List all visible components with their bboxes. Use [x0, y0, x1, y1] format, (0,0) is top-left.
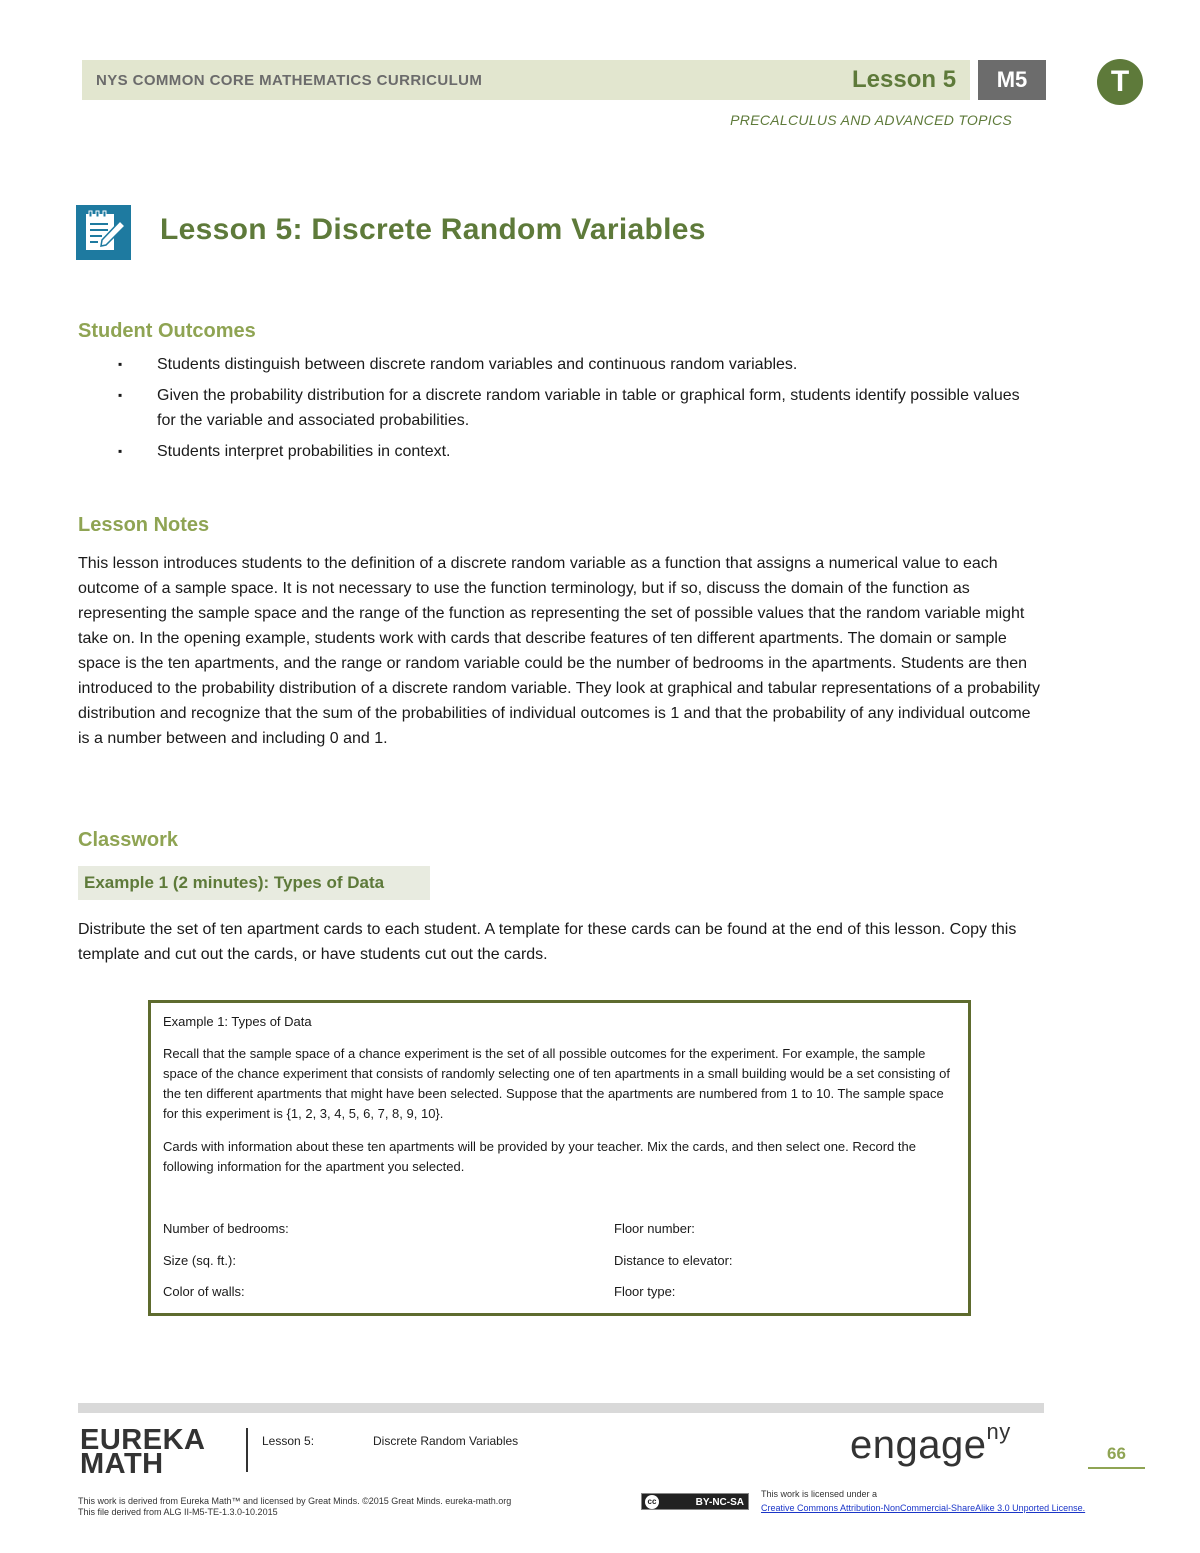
teacher-badge: T — [1097, 59, 1143, 105]
engageny-logo — [850, 1419, 1011, 1468]
instructions-paragraph: Distribute the set of ten apartment cards to each student. A template for these cards can be found at the end of this lesson. Copy this template and cut out the cards, or have students cut out the cards. — [78, 921, 1017, 963]
derived-line-2: This file derived from ALG II-M5-TE-1.3.0-10.2015 — [78, 1507, 278, 1517]
logo-line-2: MATH — [80, 1448, 164, 1480]
lesson-title: Lesson 5: Discrete Random Variables — [160, 213, 706, 246]
box-paragraph-2: Cards with information about these ten apartments will be provided by your teacher. Mix the cards, and then select one. Record the following information for the apartment you selected. — [163, 1139, 916, 1174]
footer-divider — [246, 1428, 248, 1472]
creative-commons-icon: cc — [645, 1495, 659, 1509]
derived-notice — [78, 1496, 511, 1518]
logo-line-1: EUREKA — [80, 1424, 206, 1456]
example-tab-label: Example 1 (2 minutes): Types of Data — [84, 873, 385, 892]
footer-lesson-label: Lesson 5: — [262, 1434, 315, 1448]
page-number-underline — [1088, 1467, 1145, 1469]
outcome-item: ▪ Students distinguish between discrete random variables and continuous random variables. — [78, 352, 1038, 377]
cc-license-badge[interactable] — [641, 1493, 749, 1510]
field-floor-number: Floor number: — [614, 1221, 695, 1236]
box-title: Example 1: Types of Data — [163, 1014, 312, 1029]
notes-paragraph: This lesson introduces students to the definition of a discrete random variable as a function that assigns a numerical value to each outcome of a sample space. It is not necessary to use the function terminology, but if so, discuss the domain of the function as representing the sample space and the range of the function as representing the set of possible values that the random variable might take on. In the opening example, students work with cards that describe features of ten different apartments. The domain or sample space is the ten apartments, and the range or random variable could be the number of bedrooms in the apartments. Students are then introduced to the probability distribution of a discrete random variable. They look at graphical and tabular representations of a probability distribution and recognize that the sum of the probabilities of individual outcomes is 1 and that the probability of any individual outcome is a number between and including 0 and 1. — [78, 555, 1041, 747]
footer-lesson-title: Discrete Random Variables — [373, 1434, 519, 1448]
field-floor-type: Floor type: — [614, 1284, 676, 1299]
field-size: Size (sq. ft.): — [163, 1253, 236, 1268]
module-badge: M5 — [978, 60, 1046, 100]
curriculum-name: NYS COMMON CORE MATHEMATICS CURRICULUM — [96, 72, 483, 89]
lesson-label: Lesson 5 — [852, 66, 957, 93]
footer-rule — [78, 1403, 1044, 1413]
eureka-math-logo — [80, 1424, 206, 1480]
notes-heading: Lesson Notes — [78, 514, 210, 536]
example-tab — [78, 866, 430, 900]
derived-line-1: This work is derived from Eureka Math™ and licensed by Great Minds. ©2015 Great Minds. eureka-math.org — [78, 1496, 512, 1506]
outcome-item: ▪ Given the probability distribution for a discrete random variable in table or graphical form, students identify possible values for the variable and associated probabilities. — [78, 383, 1038, 433]
field-color: Color of walls: — [163, 1284, 245, 1299]
outcomes-list — [78, 352, 1038, 470]
field-distance: Distance to elevator: — [614, 1253, 733, 1268]
engage-text: engage — [850, 1423, 987, 1467]
field-bedrooms: Number of bedrooms: — [163, 1221, 289, 1236]
course-name: PRECALCULUS AND ADVANCED TOPICS — [730, 112, 1012, 128]
license-link[interactable]: Creative Commons Attribution-NonCommercial-ShareAlike 3.0 Unported License. — [761, 1503, 1086, 1513]
engage-ny: ny — [986, 1419, 1011, 1444]
outcome-item: ▪ Students interpret probabilities in context. — [78, 439, 1038, 464]
page-number: 66 — [1107, 1444, 1126, 1463]
notebook-pencil-icon — [76, 205, 131, 260]
outcomes-heading: Student Outcomes — [78, 320, 256, 342]
box-paragraph-1: Recall that the sample space of a chance experiment is the set of all possible outcomes for the experiment. For example, the sample space of the chance experiment that consists of randomly selecting one of ten apartments in a small building would be a set consisting of the ten different apartments that might have been selected. Suppose that the apartments are numbered from 1 to 10. The sample space for this experiment is {1, 2, 3, 4, 5, 6, 7, 8, 9, 10}. — [163, 1046, 950, 1121]
classwork-heading: Classwork — [78, 829, 179, 851]
cc-badge-label: BY-NC-SA — [695, 1497, 744, 1508]
license-text: This work is licensed under a — [761, 1489, 878, 1499]
